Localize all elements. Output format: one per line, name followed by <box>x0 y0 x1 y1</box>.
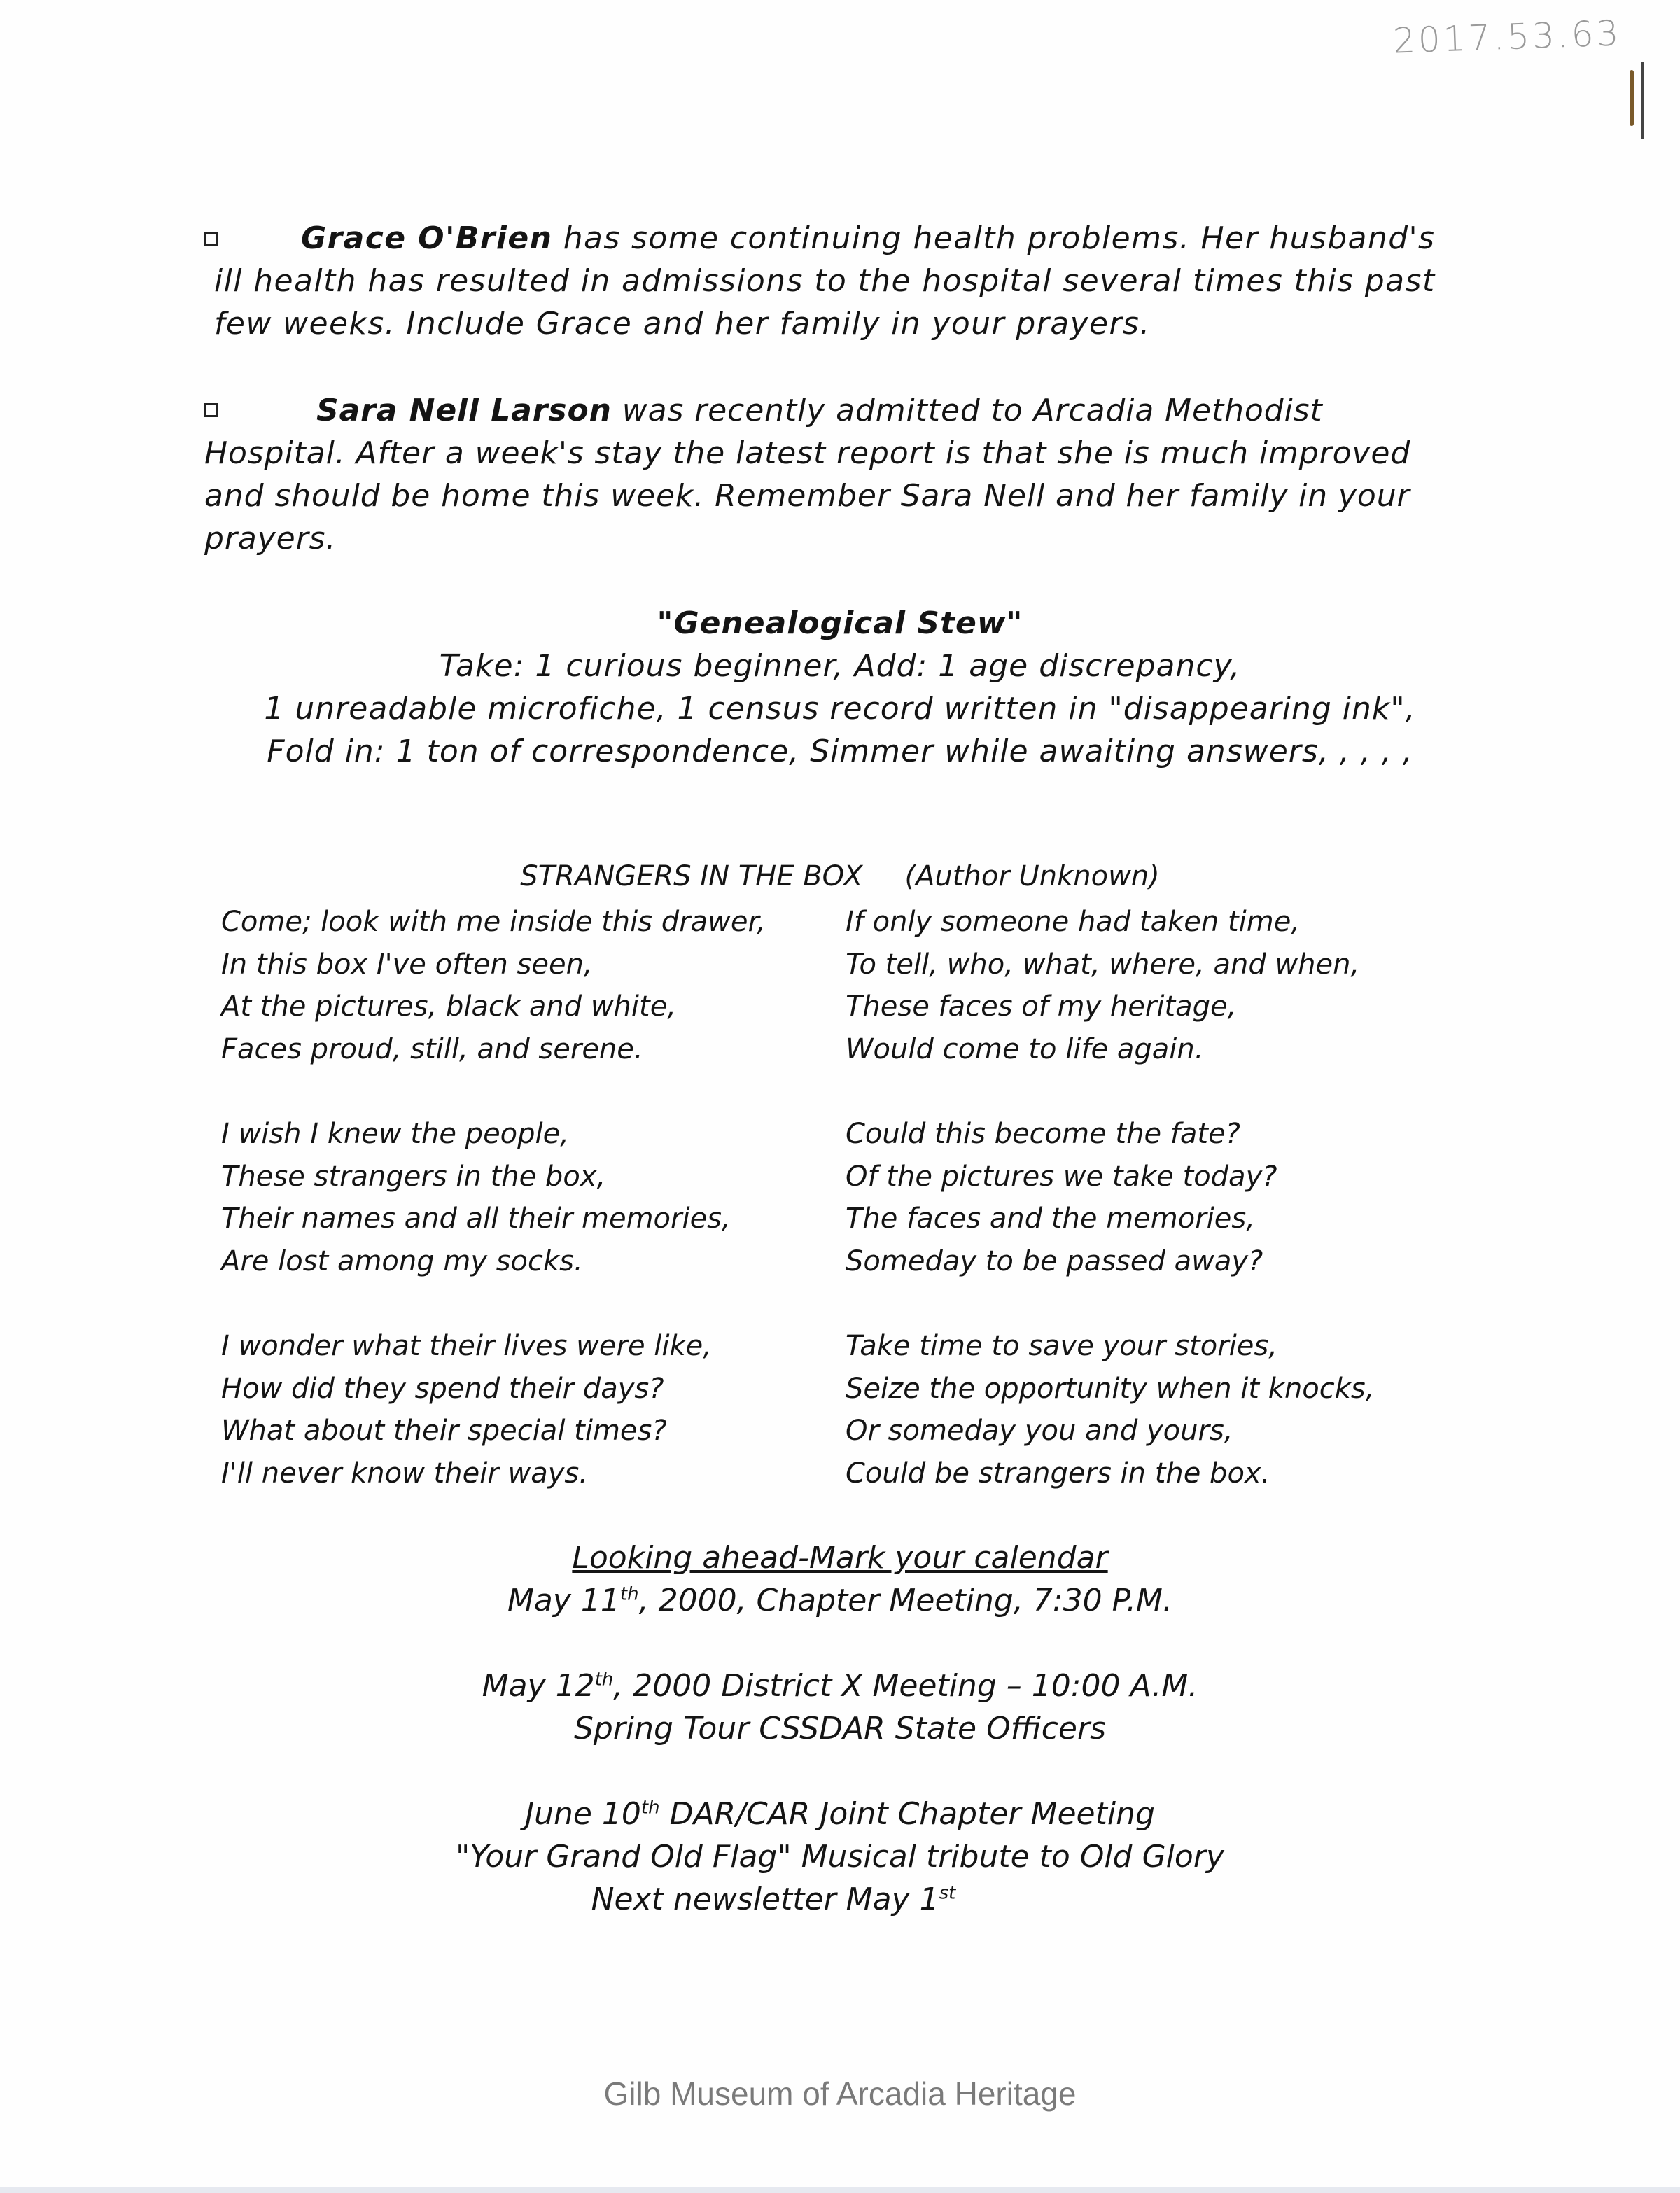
poem-stanza-left-1 <box>221 901 766 1070</box>
poem-author: (Author Unknown) <box>904 860 1160 892</box>
poem-line: How did they spend their days? <box>221 1372 664 1405</box>
poem-line: Seize the opportunity when it knocks, <box>846 1372 1375 1405</box>
item-name: Grace O'Brien <box>301 220 553 256</box>
calendar-section <box>0 1536 1680 1921</box>
event-text: , 2000, Chapter Meeting, 7:30 P.M. <box>638 1583 1173 1618</box>
event-date: May 11 <box>507 1583 620 1618</box>
edge-mark <box>1630 70 1634 126</box>
poem-title: STRANGERS IN THE BOX <box>520 860 863 892</box>
event-text: DAR/CAR Joint Chapter Meeting <box>659 1796 1155 1832</box>
poem-stanza-left-3 <box>221 1325 712 1494</box>
item-text: has some continuing health problems. Her husband's ill health has resulted in admissions to the hospital several times this past few weeks. Include Grace and her family in your prayers. <box>214 220 1436 342</box>
poem-line: To tell, who, what, where, and when, <box>846 948 1360 981</box>
ordinal-suffix: th <box>640 1797 660 1819</box>
poem-line: I'll never know their ways. <box>221 1457 588 1490</box>
poem-line: The faces and the memories, <box>846 1203 1255 1235</box>
stew-line: Take: 1 curious beginner, Add: 1 age discrepancy, <box>439 648 1241 684</box>
item-text: was recently admitted to Arcadia Methodist Hospital. After a week's stay the latest report is that she is much improved and should be home this week. Remember Sara Nell and her family in your prayers. <box>204 393 1411 556</box>
accession-number: 2017.53.63 <box>1392 13 1623 62</box>
poem-line: These faces of my heritage, <box>846 990 1237 1023</box>
poem-stanza-right-3 <box>846 1325 1375 1494</box>
poem-line: Someday to be passed away? <box>846 1245 1264 1277</box>
event-date: May 12 <box>482 1668 595 1704</box>
next-newsletter-text: Next newsletter May 1 <box>591 1882 939 1917</box>
calendar-event-3 <box>0 1793 1680 1835</box>
stew-line: Fold in: 1 ton of correspondence, Simmer while awaiting answers, , , , , <box>267 734 1413 769</box>
poem-line: At the pictures, black and white, <box>221 990 677 1023</box>
poem-line: In this box I've often seen, <box>221 948 593 981</box>
ordinal-suffix: th <box>620 1583 639 1605</box>
poem-title-line <box>0 857 1680 896</box>
next-newsletter <box>0 1878 1680 1921</box>
poem-line: If only someone had taken time, <box>846 906 1301 938</box>
edge-mark-line <box>1642 62 1644 139</box>
page-edge <box>0 2187 1680 2193</box>
poem-stanza-right-2 <box>846 1113 1277 1282</box>
prayer-item-grace <box>214 217 1474 345</box>
prayer-item-sara <box>204 389 1450 560</box>
poem-line: Are lost among my socks. <box>221 1245 583 1277</box>
poem-stanza-left-2 <box>221 1113 731 1282</box>
poem-line: Take time to save your stories, <box>846 1330 1278 1362</box>
ordinal-suffix: th <box>594 1669 614 1690</box>
stew-title: "Genealogical Stew" <box>657 605 1023 641</box>
genealogical-stew <box>0 602 1680 773</box>
ordinal-suffix: st <box>939 1882 956 1904</box>
calendar-event-2-detail: Spring Tour CSSDAR State Officers <box>573 1711 1106 1746</box>
item-name: Sara Nell Larson <box>316 393 612 428</box>
poem-line: Come; look with me inside this drawer, <box>221 906 766 938</box>
event-text: , 2000 District X Meeting – 10:00 A.M. <box>613 1668 1198 1704</box>
poem-line: Could this become the fate? <box>846 1118 1240 1150</box>
poem-line: Or someday you and yours, <box>846 1415 1233 1447</box>
poem-line: Of the pictures we take today? <box>846 1160 1278 1193</box>
poem-line: I wonder what their lives were like, <box>221 1330 712 1362</box>
calendar-event-2 <box>0 1665 1680 1707</box>
event-date: June 10 <box>525 1796 641 1832</box>
poem-line: I wish I knew the people, <box>221 1118 569 1150</box>
poem-stanza-right-1 <box>846 901 1359 1070</box>
calendar-event-1 <box>0 1579 1680 1622</box>
poem-line: These strangers in the box, <box>221 1160 606 1193</box>
poem-line: Would come to life again. <box>846 1032 1204 1065</box>
spacer <box>0 1750 1680 1793</box>
stew-line: 1 unreadable microfiche, 1 census record written in "disappearing ink", <box>264 691 1416 727</box>
calendar-heading: Looking ahead-Mark your calendar <box>572 1540 1108 1576</box>
poem-line: Faces proud, still, and serene. <box>221 1032 643 1065</box>
poem-line: Could be strangers in the box. <box>846 1457 1270 1490</box>
poem-line: Their names and all their memories, <box>221 1203 731 1235</box>
calendar-event-3-detail: "Your Grand Old Flag" Musical tribute to Old Glory <box>456 1839 1224 1875</box>
spacer <box>0 1622 1680 1665</box>
poem-line: What about their special times? <box>221 1415 667 1447</box>
museum-footer: Gilb Museum of Arcadia Heritage <box>603 2075 1077 2112</box>
